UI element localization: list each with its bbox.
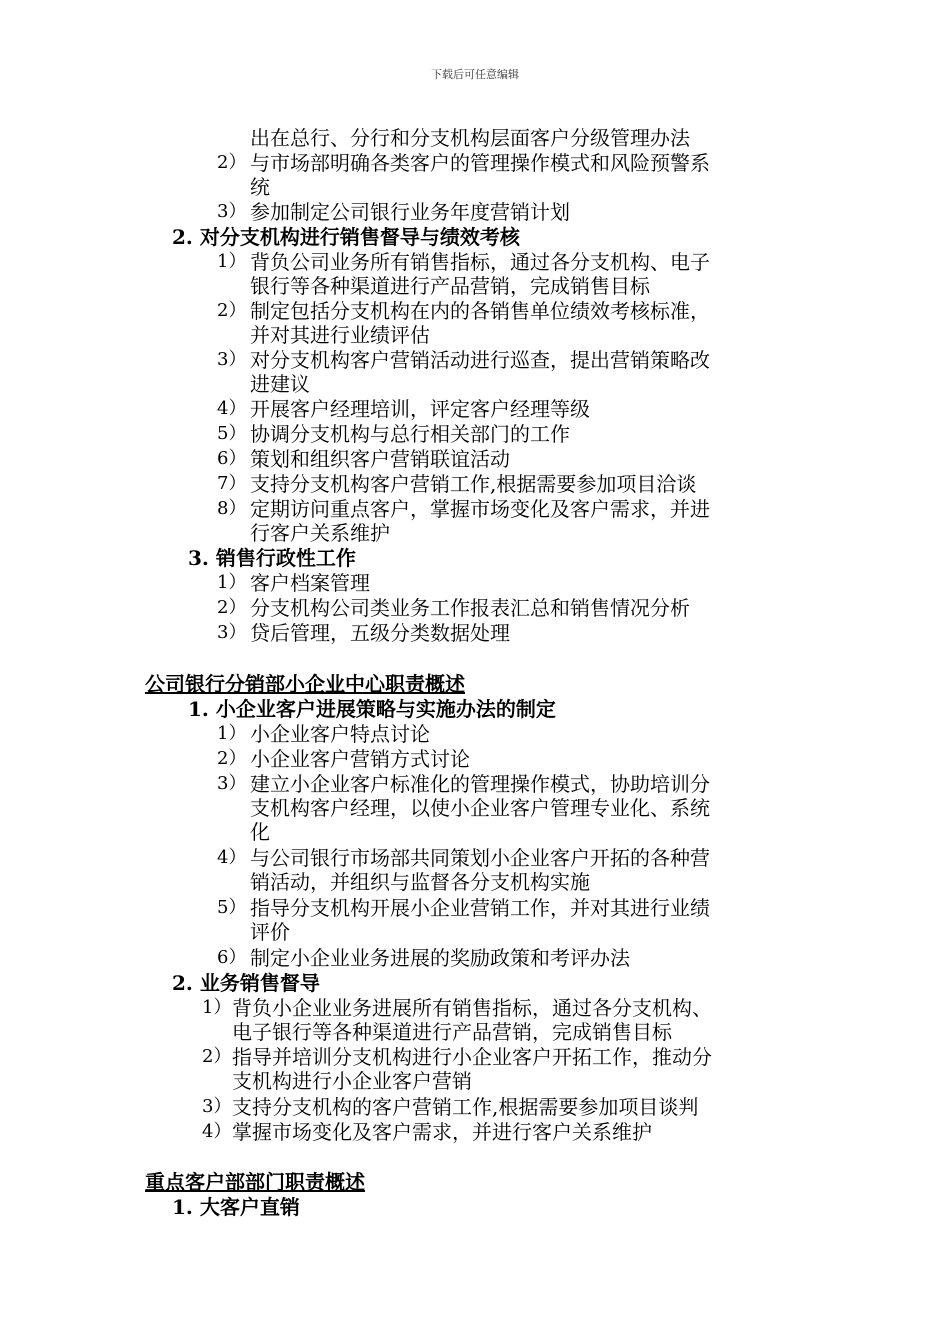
list-item-text: 支机构进行小企业客户营销 — [232, 1069, 472, 1093]
list-item-text: 银行等各种渠道进行产品营销，完成销售目标 — [250, 274, 650, 298]
list-item-text: 支持分支机构客户营销工作,根据需要参加项目洽谈 — [250, 472, 697, 496]
list-item-number: 6） — [217, 448, 247, 469]
subsection-heading: 1. 小企业客户进展策略与实施办法的制定 — [188, 697, 556, 721]
list-item-number: 1） — [217, 723, 247, 744]
list-item-text: 行客户关系维护 — [250, 521, 390, 545]
list-item-text: 小企业客户特点讨论 — [250, 722, 430, 746]
list-item-number: 5） — [217, 897, 247, 918]
list-item-text: 指导分支机构开展小企业营销工作，并对其进行业绩 — [250, 896, 710, 920]
list-item-text: 销活动，并组织与监督各分支机构实施 — [250, 870, 590, 894]
subsection-heading: 3. 销售行政性工作 — [188, 546, 356, 570]
list-item-number: 2） — [202, 1046, 232, 1067]
list-item-text: 与市场部明确各类客户的管理操作模式和风险预警系 — [250, 151, 710, 175]
list-item-number: 3） — [217, 349, 247, 370]
list-item-number: 4） — [202, 1121, 232, 1142]
list-item-text: 统 — [250, 175, 270, 199]
list-item-text: 电子银行等各种渠道进行产品营销，完成销售目标 — [232, 1020, 672, 1044]
subsection-heading: 2. 业务销售督导 — [172, 971, 320, 995]
list-item-number: 2） — [217, 300, 247, 321]
list-item-text: 制定小企业业务进展的奖励政策和考评办法 — [250, 946, 630, 970]
list-item-number: 4） — [217, 847, 247, 868]
list-item-text: 并对其进行业绩评估 — [250, 323, 430, 347]
list-item-text: 定期访问重点客户，掌握市场变化及客户需求，并进 — [250, 497, 710, 521]
list-item-text: 参加制定公司银行业务年度营销计划 — [250, 200, 570, 224]
list-item-text: 与公司银行市场部共同策划小企业客户开拓的各种营 — [250, 846, 710, 870]
list-item-number: 3） — [217, 622, 247, 643]
list-item-number: 1） — [217, 572, 247, 593]
list-item-number: 7） — [217, 473, 247, 494]
list-item-text: 分支机构公司类业务工作报表汇总和销售情况分析 — [250, 596, 690, 620]
list-item-text: 客户档案管理 — [250, 571, 370, 595]
subsection-heading: 1. 大客户直销 — [172, 1195, 300, 1219]
list-item-number: 3） — [217, 201, 247, 222]
page-header-note: 下载后可任意编辑 — [431, 68, 519, 81]
list-item-number: 3） — [217, 773, 247, 794]
list-item-number: 1） — [202, 997, 232, 1018]
list-item-text: 小企业客户营销方式讨论 — [250, 747, 470, 771]
list-item-text: 评价 — [250, 920, 290, 944]
list-item-number: 2） — [217, 152, 247, 173]
list-item-text: 对分支机构客户营销活动进行巡查，提出营销策略改 — [250, 348, 710, 372]
list-item-number: 2） — [217, 748, 247, 769]
list-item-text: 化 — [250, 820, 270, 844]
list-item-number: 3） — [202, 1096, 232, 1117]
section-title: 重点客户部部门职责概述 — [145, 1170, 365, 1194]
list-item-text: 掌握市场变化及客户需求，并进行客户关系维护 — [232, 1120, 652, 1144]
list-item-text: 开展客户经理培训，评定客户经理等级 — [250, 397, 590, 421]
list-item-text: 策划和组织客户营销联谊活动 — [250, 447, 510, 471]
list-item-text: 背负公司业务所有销售指标，通过各分支机构、电子 — [250, 250, 710, 274]
list-item-text: 协调分支机构与总行相关部门的工作 — [250, 422, 570, 446]
list-item-text: 支机构客户经理，以使小企业客户管理专业化、系统 — [250, 796, 710, 820]
list-item-text: 背负小企业业务进展所有销售指标，通过各分支机构、 — [232, 996, 712, 1020]
section-title: 公司银行分销部小企业中心职责概述 — [145, 672, 465, 696]
list-item-number: 5） — [217, 423, 247, 444]
list-item-text: 制定包括分支机构在内的各销售单位绩效考核标准， — [250, 299, 710, 323]
list-item-number: 1） — [217, 251, 247, 272]
list-item-number: 2） — [217, 597, 247, 618]
list-item-continuation: 出在总行、分行和分支机构层面客户分级管理办法 — [250, 126, 690, 150]
list-item-number: 6） — [217, 947, 247, 968]
list-item-number: 8） — [217, 498, 247, 519]
list-item-text: 建立小企业客户标准化的管理操作模式，协助培训分 — [250, 772, 710, 796]
list-item-text: 贷后管理，五级分类数据处理 — [250, 621, 510, 645]
subsection-heading: 2. 对分支机构进行销售督导与绩效考核 — [172, 225, 520, 249]
list-item-text: 支持分支机构的客户营销工作,根据需要参加项目谈判 — [232, 1095, 699, 1119]
list-item-number: 4） — [217, 398, 247, 419]
list-item-text: 进建议 — [250, 372, 310, 396]
list-item-text: 指导并培训分支机构进行小企业客户开拓工作，推动分 — [232, 1045, 712, 1069]
